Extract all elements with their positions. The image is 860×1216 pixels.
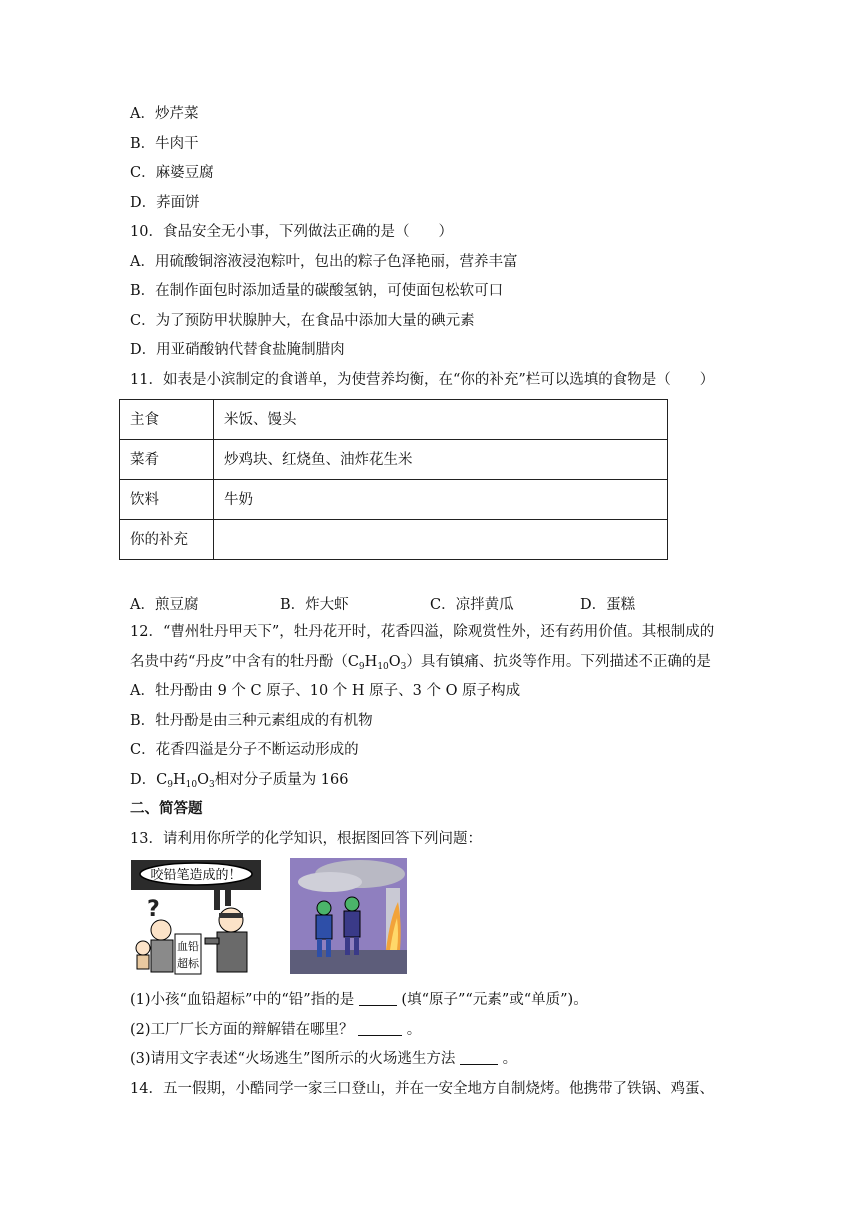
table-cell: 炒鸡块、红烧鱼、油炸花生米 <box>214 440 668 480</box>
formula-sub: 9 <box>167 780 173 790</box>
q12-stem-part-a: 名贵中药“丹皮”中含有的牡丹酚（C <box>130 654 359 670</box>
table-row <box>120 440 668 480</box>
formula-sub: 10 <box>377 662 389 672</box>
q11-option-b: B．炸大虾 <box>280 597 349 613</box>
q13-sub3-text-b: 。 <box>502 1051 518 1067</box>
q10-option-d: D．用亚硝酸钠代替食盐腌制腊肉 <box>130 342 345 358</box>
q11-option-c: C．凉拌黄瓜 <box>430 597 514 613</box>
q11-stem: 11．如表是小滨制定的食谱单，为使营养均衡，在“你的补充”栏可以选填的食物是（ ） <box>130 372 715 388</box>
q13-sub3-text-a: (3)请用文字表述“火场逃生”图所示的火场逃生方法 <box>130 1051 456 1067</box>
q13-sub1-text-b: (填“原子”“元素”或“单质”)。 <box>401 992 588 1008</box>
q13-sub2 <box>130 1020 421 1040</box>
table-row <box>120 480 668 520</box>
table-cell: 主食 <box>120 400 214 440</box>
q10-option-c: C．为了预防甲状腺肿大，在食品中添加大量的碘元素 <box>130 313 475 329</box>
sign-text-bottom: 超标 <box>177 957 199 970</box>
q12-stem-part-b: ）具有镇痛、抗炎等作用。下列描述不正确的是 <box>406 654 711 670</box>
formula-sub: 3 <box>400 662 407 672</box>
answer-blank <box>358 1021 402 1036</box>
table-cell: 菜肴 <box>120 440 214 480</box>
q12-option-d <box>130 770 349 795</box>
q10-option-b: B．在制作面包时添加适量的碳酸氢钠，可使面包松软可口 <box>130 283 504 299</box>
q9-option-d: D．荞面饼 <box>130 195 200 211</box>
table-cell: 牛奶 <box>214 480 668 520</box>
table-row <box>120 520 668 560</box>
formula-sub: 9 <box>358 662 365 672</box>
table-cell <box>214 520 668 560</box>
q12-option-d-prefix: D．C <box>130 772 168 788</box>
q13-stem: 13．请利用你所学的化学知识，根据图回答下列问题： <box>130 831 482 847</box>
formula-element: H <box>172 772 186 788</box>
q12-stem-line1: 12．“曹州牡丹甲天下”，牡丹花开时，花香四溢，除观赏性外，还有药用价值。其根制成的 <box>130 624 715 640</box>
q13-sub3 <box>130 1049 517 1069</box>
lead-cartoon-illustration <box>129 858 263 975</box>
q13-sub1 <box>130 990 588 1010</box>
formula-sub: 3 <box>208 780 215 790</box>
q13-sub2-text-a: (2)工厂厂长方面的辩解错在哪里？ <box>130 1022 354 1038</box>
menu-table <box>119 399 668 560</box>
q12-option-b: B．牡丹酚是由三种元素组成的有机物 <box>130 713 373 729</box>
q12-option-a: A．牡丹酚由 9 个 C 原子、10 个 H 原子、3 个 O 原子构成 <box>130 683 521 699</box>
q9-option-b: B．牛肉干 <box>130 136 199 152</box>
table-row <box>120 400 668 440</box>
formula-element: O <box>197 772 209 788</box>
q10-option-a: A．用硫酸铜溶液浸泡粽叶，包出的粽子色泽艳丽，营养丰富 <box>130 254 518 270</box>
q11-option-d: D．蛋糕 <box>580 597 636 613</box>
answer-blank <box>359 991 397 1006</box>
formula-element: O <box>388 654 401 670</box>
answer-blank <box>460 1050 498 1065</box>
section-heading: 二、简答题 <box>130 800 203 817</box>
cartoon-speech-text: 咬铅笔造成的！ <box>150 868 242 883</box>
q12-option-d-text: 相对分子质量为 166 <box>214 772 349 788</box>
q11-option-a: A．煎豆腐 <box>130 597 199 613</box>
sign-text-top: 血铅 <box>177 940 199 953</box>
formula-sub: 10 <box>185 780 198 790</box>
q9-option-c: C．麻婆豆腐 <box>130 165 214 181</box>
svg-text:?: ? <box>147 897 160 922</box>
q12-option-c: C．花香四溢是分子不断运动形成的 <box>130 742 359 758</box>
formula-element: H <box>364 654 378 670</box>
table-cell: 米饭、馒头 <box>214 400 668 440</box>
q10-stem: 10．食品安全无小事，下列做法正确的是（ ） <box>130 224 453 240</box>
table-cell: 饮料 <box>120 480 214 520</box>
q12-stem-line2 <box>130 652 711 677</box>
q14-stem: 14．五一假期，小酷同学一家三口登山，并在一安全地方自制烧烤。他携带了铁锅、鸡蛋、 <box>130 1081 714 1097</box>
table-cell: 你的补充 <box>120 520 214 560</box>
q13-sub1-text-a: (1)小孩“血铅超标”中的“铅”指的是 <box>130 992 355 1008</box>
q9-option-a: A．炒芹菜 <box>130 106 199 122</box>
q13-sub2-text-b: 。 <box>406 1022 422 1038</box>
fire-escape-illustration <box>290 858 407 974</box>
